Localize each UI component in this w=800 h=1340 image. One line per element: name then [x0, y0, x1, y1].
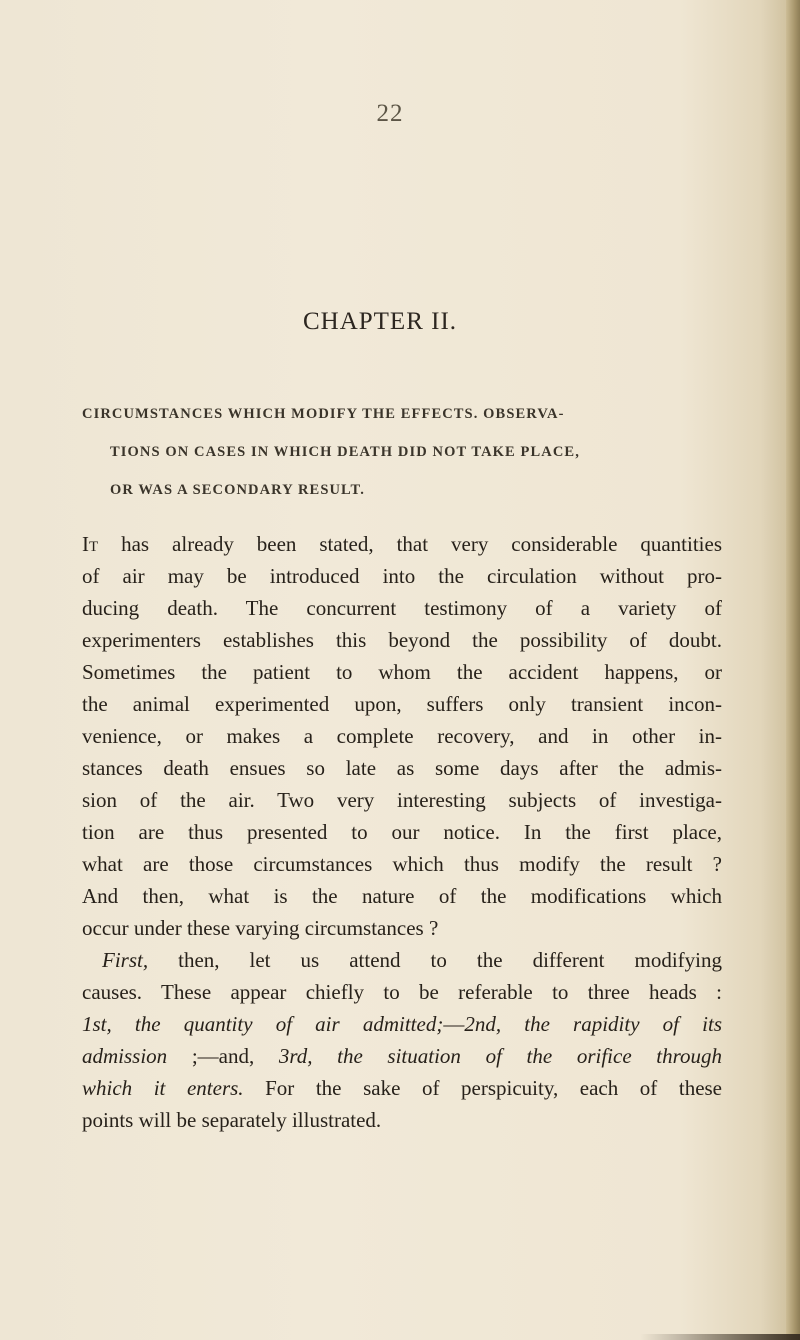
- body-line: And then, what is the nature of the modifications which: [82, 884, 722, 908]
- emphasis: First,: [102, 948, 149, 972]
- emphasis: 1st, the quantity of air admitted;: [82, 1012, 444, 1036]
- body-line: venience, or makes a complete recovery, and in other in-: [82, 724, 722, 748]
- body-line: points will be separately illustrated.: [82, 1108, 382, 1132]
- body-line: [82, 944, 722, 976]
- body-text: [82, 528, 722, 1136]
- page-edge-shadow: [786, 0, 800, 1340]
- summary-line: OR WAS A SECONDARY RESULT.: [110, 482, 365, 498]
- emphasis: 3rd, the situation of the orifice through: [278, 1044, 722, 1068]
- body-line: Sometimes the patient to whom the accident happens, or: [82, 660, 722, 684]
- body-line: sion of the air. Two very interesting subjects of investiga-: [82, 788, 722, 812]
- body-line-text: —: [443, 1012, 465, 1036]
- summary-line: TIONS ON CASES IN WHICH DEATH DID NOT TAKE PLACE,: [110, 444, 580, 460]
- body-line-text: For the sake of perspicuity, each of these: [243, 1076, 723, 1100]
- body-line-text: then, let us attend to the different modifying: [148, 948, 722, 972]
- body-line: [82, 1040, 722, 1072]
- body-line: the animal experimented upon, suffers only transient incon-: [82, 692, 722, 716]
- emphasis: admission: [82, 1044, 168, 1068]
- body-line: [82, 528, 722, 560]
- body-line-text: has already been stated, that very considerable quantities: [98, 532, 722, 556]
- chapter-summary: [82, 395, 722, 509]
- page-number: 22: [376, 100, 404, 127]
- paragraph-initial: It: [82, 532, 99, 556]
- summary-line: CIRCUMSTANCES WHICH MODIFY THE EFFECTS. OBSERVA-: [82, 406, 565, 422]
- body-line: stances death ensues so late as some days after the admis-: [82, 756, 722, 780]
- body-line: [82, 1008, 722, 1040]
- page-corner-shadow: [640, 1334, 800, 1340]
- body-line: tion are thus presented to our notice. In the first place,: [82, 820, 722, 844]
- body-line: of air may be introduced into the circulation without pro-: [82, 564, 722, 588]
- body-line: occur under these varying circumstances ?: [82, 916, 439, 940]
- body-line: experimenters establishes this beyond the possibility of doubt.: [82, 628, 722, 652]
- body-line: what are those circumstances which thus modify the result ?: [82, 852, 722, 876]
- body-line: [82, 1072, 722, 1104]
- body-line: ducing death. The concurrent testimony of a variety of: [82, 596, 722, 620]
- body-line: causes. These appear chiefly to be referable to three heads :: [82, 980, 722, 1004]
- emphasis: 2nd, the rapidity of its: [464, 1012, 723, 1036]
- body-line-text: ;—and,: [167, 1044, 279, 1068]
- emphasis: which it enters.: [82, 1076, 244, 1100]
- chapter-title: CHAPTER II.: [302, 308, 458, 335]
